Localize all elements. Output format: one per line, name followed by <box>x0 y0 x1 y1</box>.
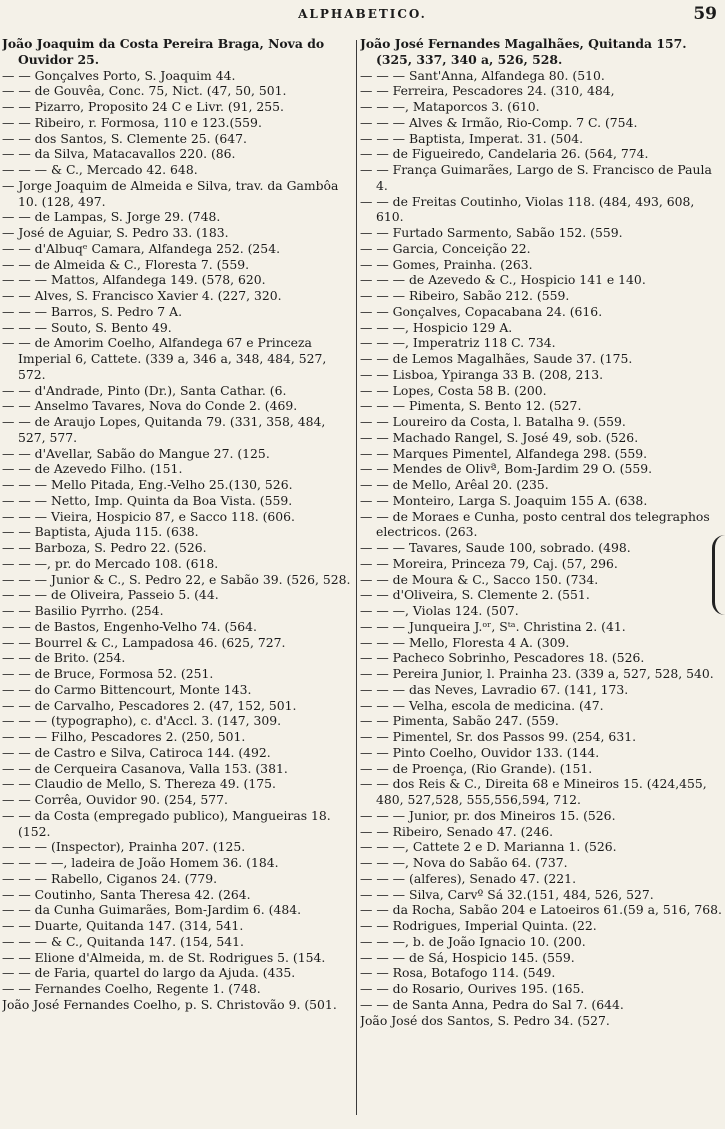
directory-entry: — — Bourrel & C., Lampadosa 46. (625, 727. <box>2 634 286 650</box>
directory-entry: — — —, Imperatriz 118 C. 734. <box>360 335 556 351</box>
directory-entry: — — — Silva, Carvº Sá 32.(151, 484, 526, 527. <box>360 886 654 902</box>
directory-entry: — — de Almeida & C., Floresta 7. (559. <box>2 256 250 272</box>
directory-entry: — — Basilio Pyrrho. (254. <box>2 603 164 618</box>
directory-entry: — — — das Neves, Lavradio 67. (141, 173. <box>360 681 629 697</box>
directory-entry: — — de Proença, (Rio Grande). (151. <box>360 760 593 776</box>
directory-entry: — — Machado Rangel, S. José 49, sob. (526. <box>360 429 639 445</box>
directory-entry: — — de Carvalho, Pescadores 2. (47, 152, 501. <box>2 697 297 713</box>
directory-entry: — — — Junior, pr. dos Mineiros 15. (526. <box>360 807 616 823</box>
directory-entry: — — — Mello, Floresta 4 A. (309. <box>360 634 570 650</box>
directory-entry: — — — Junqueira J.ᵒʳ, Sᵗᵃ. Christina 2. (41. <box>360 618 626 634</box>
directory-entry: — — — Sant'Anna, Alfandega 80. (510. <box>360 67 605 83</box>
directory-entry: — — — Velha, escola de medicina. (47. <box>360 697 604 713</box>
directory-entry: — — de Freitas Coutinho, Violas 118. (484, 493, 608, 610. <box>360 193 695 225</box>
directory-entry: — — Pereira Junior, l. Prainha 23. (339 a, 527, 528, 540. <box>360 666 714 681</box>
directory-entry: — — d'Albuqᵉ Camara, Alfandega 252. (254. <box>2 240 281 256</box>
directory-entry: — — dos Reis & C., Direita 68 e Mineiros 15. (424,455, 480, 527,528, 555,556,594, 712. <box>360 776 707 807</box>
directory-entry: — — de Moraes e Cunha, posto central dos telegraphos electricos. (263. <box>360 508 710 540</box>
directory-entry: — — — Junior & C., S. Pedro 22, e Sabão 39. (526, 528. <box>2 571 351 587</box>
directory-entry: — — — (alferes), Senado 47. (221. <box>360 870 577 886</box>
directory-entry: — — Fernandes Coelho, Regente 1. (748. <box>2 981 261 996</box>
directory-entry: — — Barboza, S. Pedro 22. (526. <box>2 540 207 555</box>
directory-entry: — — de Lampas, S. Jorge 29. (748. <box>2 209 221 225</box>
directory-entry: — — Mendes de Olivª, Bom-Jardim 29 O. (559. <box>360 461 653 477</box>
directory-entry: — — de Amorim Coelho, Alfandega 67 e Princeza Imperial 6, Cattete. (339 a, 346 a, 348, 484, 527, 572. <box>2 335 327 382</box>
directory-entry: — — de Araujo Lopes, Quitanda 79. (331, 358, 484, 527, 577. <box>2 414 326 445</box>
directory-entry: — — de Brito. (254. <box>2 650 126 666</box>
directory-entry: — — —, Cattete 2 e D. Marianna 1. (526. <box>360 839 617 855</box>
directory-entry: — — Gomes, Prainha. (263. <box>360 256 533 272</box>
directory-entry: — — — Mattos, Alfandega 149. (578, 620. <box>2 272 266 288</box>
directory-entry: João José Fernandes Coelho, p. S. Christovão 9. (501. <box>2 996 337 1012</box>
directory-entry: — — — Ribeiro, Sabão 212. (559. <box>360 288 570 303</box>
directory-entry: — — de Bruce, Formosa 52. (251. <box>2 666 214 681</box>
directory-entry: — — Pimenta, Sabão 247. (559. <box>360 713 559 729</box>
directory-entry: — — Ribeiro, Senado 47. (246. <box>360 823 554 839</box>
directory-entry: — — de Lemos Magalhães, Saude 37. (175. <box>360 351 633 366</box>
directory-entry: João Joaquim da Costa Pereira Braga, Nova do Ouvidor 25. <box>2 36 325 67</box>
directory-entry: — — da Cunha Guimarães, Bom-Jardim 6. (484. <box>2 902 302 918</box>
directory-entry: — — — Alves & Irmão, Rio-Comp. 7 C. (754. <box>360 114 638 130</box>
left-column <box>2 36 354 1116</box>
directory-entry: — — Lopes, Costa 58 B. (200. <box>360 382 547 398</box>
directory-entry: — — — Barros, S. Pedro 7 A. <box>2 303 183 319</box>
binding-mark <box>712 535 725 615</box>
directory-entry: — — — de Azevedo & C., Hospicio 141 e 140. <box>360 272 646 288</box>
directory-entry: — — de Azevedo Filho. (151. <box>2 461 183 477</box>
directory-entry: — — Lisboa, Ypiranga 33 B. (208, 213. <box>360 366 604 382</box>
directory-entry: — — Pacheco Sobrinho, Pescadores 18. (526. <box>360 650 645 666</box>
directory-entry: — — de Mello, Arêal 20. (235. <box>360 477 549 492</box>
directory-entry: João José Fernandes Magalhães, Quitanda 157. (325, 337, 340 a, 526, 528. <box>360 36 687 67</box>
directory-entry: — — Gonçalves Porto, S. Joaquim 44. <box>2 67 236 83</box>
directory-entry: — — Garcia, Conceição 22. <box>360 240 531 256</box>
directory-entry: — — de Moura & C., Sacco 150. (734. <box>360 571 599 587</box>
directory-entry: — — de Cerqueira Casanova, Valla 153. (381. <box>2 760 288 776</box>
directory-entry: — — Pinto Coelho, Ouvidor 133. (144. <box>360 744 600 760</box>
directory-entry: — — — Vieira, Hospicio 87, e Sacco 118. (606. <box>2 508 296 524</box>
directory-entry: — — Ferreira, Pescadores 24. (310, 484, <box>360 83 615 99</box>
right-column <box>360 36 722 1116</box>
directory-entry: — — Alves, S. Francisco Xavier 4. (227, 320. <box>2 288 282 303</box>
directory-entry: — — de Gouvêa, Conc. 75, Nict. (47, 50, 501. <box>2 83 287 99</box>
directory-entry: João José dos Santos, S. Pedro 34. (527. <box>360 1012 610 1028</box>
page-number: 59 <box>693 4 717 24</box>
directory-entry: — — da Silva, Matacavallos 220. (86. <box>2 146 236 162</box>
directory-entry: — — Claudio de Mello, S. Thereza 49. (175. <box>2 776 276 792</box>
directory-entry: — — da Costa (empregado publico), Mangueiras 18. (152. <box>2 807 331 839</box>
directory-entry: — — Furtado Sarmento, Sabão 152. (559. <box>360 225 623 240</box>
column-divider <box>356 40 357 1115</box>
directory-entry: — — — & C., Quitanda 147. (154, 541. <box>2 933 244 949</box>
directory-entry: — — — (typographo), c. d'Accl. 3. (147, 309. <box>2 713 282 729</box>
directory-entry: — — do Rosario, Ourives 195. (165. <box>360 981 585 996</box>
directory-entry: — — — Netto, Imp. Quinta da Boa Vista. (559. <box>2 492 293 508</box>
directory-entry: — — Moreira, Princeza 79, Caj. (57, 296. <box>360 555 618 571</box>
directory-entry: — — Elione d'Almeida, m. de St. Rodrigues 5. (154. <box>2 949 326 965</box>
directory-entry: — — de Figueiredo, Candelaria 26. (564, 774. <box>360 146 649 162</box>
running-title: ALPHABETICO. <box>298 7 427 21</box>
directory-entry: — — Corrêa, Ouvidor 90. (254, 577. <box>2 792 228 807</box>
directory-entry: — — da Rocha, Sabão 204 e Latoeiros 61.(59 a, 516, 768. <box>360 902 722 918</box>
directory-entry: — — Loureiro da Costa, l. Batalha 9. (559. <box>360 414 626 429</box>
directory-entry: — — — Rabello, Ciganos 24. (779. <box>2 870 218 886</box>
directory-entry: — — —, Nova do Sabão 64. (737. <box>360 855 568 870</box>
directory-entry: — — de Faria, quartel do largo da Ajuda. (435. <box>2 965 296 981</box>
directory-entry: — — Ribeiro, r. Formosa, 110 e 123.(559. <box>2 114 262 130</box>
directory-entry: — — —, Violas 124. (507. <box>360 603 519 618</box>
directory-entry: — — Monteiro, Larga S. Joaquim 155 A. (638. <box>360 492 648 508</box>
directory-entry: — — de Bastos, Engenho-Velho 74. (564. <box>2 618 257 634</box>
directory-entry: — — França Guimarães, Largo de S. Francisco de Paula 4. <box>360 162 712 193</box>
directory-entry: — — — —, ladeira de João Homem 36. (184. <box>2 855 279 870</box>
directory-entry: — José de Aguiar, S. Pedro 33. (183. <box>2 225 229 240</box>
directory-entry: — — dos Santos, S. Clemente 25. (647. <box>2 130 247 146</box>
directory-entry: — — d'Oliveira, S. Clemente 2. (551. <box>360 587 590 603</box>
page-header <box>0 4 725 26</box>
directory-entry: — — do Carmo Bittencourt, Monte 143. <box>2 681 252 697</box>
directory-entry: — — d'Andrade, Pinto (Dr.), Santa Cathar. (6. <box>2 382 287 398</box>
directory-entry: — — Pizarro, Proposito 24 C e Livr. (91, 255. <box>2 99 284 114</box>
directory-entry: — — — Souto, S. Bento 49. <box>2 319 172 335</box>
directory-entry: — — de Castro e Silva, Catiroca 144. (492. <box>2 744 271 760</box>
directory-entry: — — —, b. de João Ignacio 10. (200. <box>360 933 586 949</box>
directory-entry: — — —, pr. do Mercado 108. (618. <box>2 555 219 571</box>
directory-entry: — — Pimentel, Sr. dos Passos 99. (254, 631. <box>360 729 637 744</box>
directory-entry: — — — (Inspector), Prainha 207. (125. <box>2 839 246 855</box>
directory-entry: — — Baptista, Ajuda 115. (638. <box>2 524 199 540</box>
directory-entry: — — Anselmo Tavares, Nova do Conde 2. (469. <box>2 398 298 414</box>
directory-entry: — — — Mello Pitada, Eng.-Velho 25.(130, 526. <box>2 477 293 492</box>
directory-entry: — — de Santa Anna, Pedra do Sal 7. (644. <box>360 996 624 1012</box>
directory-entry: — — — & C., Mercado 42. 648. <box>2 162 198 177</box>
directory-entry: — — Gonçalves, Copacabana 24. (616. <box>360 303 603 319</box>
directory-entry: — — Coutinho, Santa Theresa 42. (264. <box>2 886 251 902</box>
directory-entry: — — Marques Pimentel, Alfandega 298. (559. <box>360 445 648 461</box>
directory-entry: — — Rodrigues, Imperial Quinta. (22. <box>360 918 597 933</box>
directory-entry: — — — Pimenta, S. Bento 12. (527. <box>360 398 582 414</box>
directory-entry: — — — de Sá, Hospicio 145. (559. <box>360 949 575 965</box>
directory-entry: — — — Filho, Pescadores 2. (250, 501. <box>2 729 246 744</box>
directory-entry: — — Rosa, Botafogo 114. (549. <box>360 965 556 981</box>
directory-entry: — — — Baptista, Imperat. 31. (504. <box>360 130 584 146</box>
directory-entry: — — Duarte, Quitanda 147. (314, 541. <box>2 918 244 933</box>
directory-entry: — Jorge Joaquim de Almeida e Silva, trav. da Gambôa 10. (128, 497. <box>2 177 339 209</box>
directory-entry: — — — Tavares, Saude 100, sobrado. (498. <box>360 540 631 555</box>
directory-entry: — — d'Avellar, Sabão do Mangue 27. (125. <box>2 445 270 461</box>
directory-entry: — — —, Mataporcos 3. (610. <box>360 99 540 114</box>
directory-entry: — — — de Oliveira, Passeio 5. (44. <box>2 587 219 603</box>
directory-entry: — — —, Hospicio 129 A. <box>360 319 513 335</box>
